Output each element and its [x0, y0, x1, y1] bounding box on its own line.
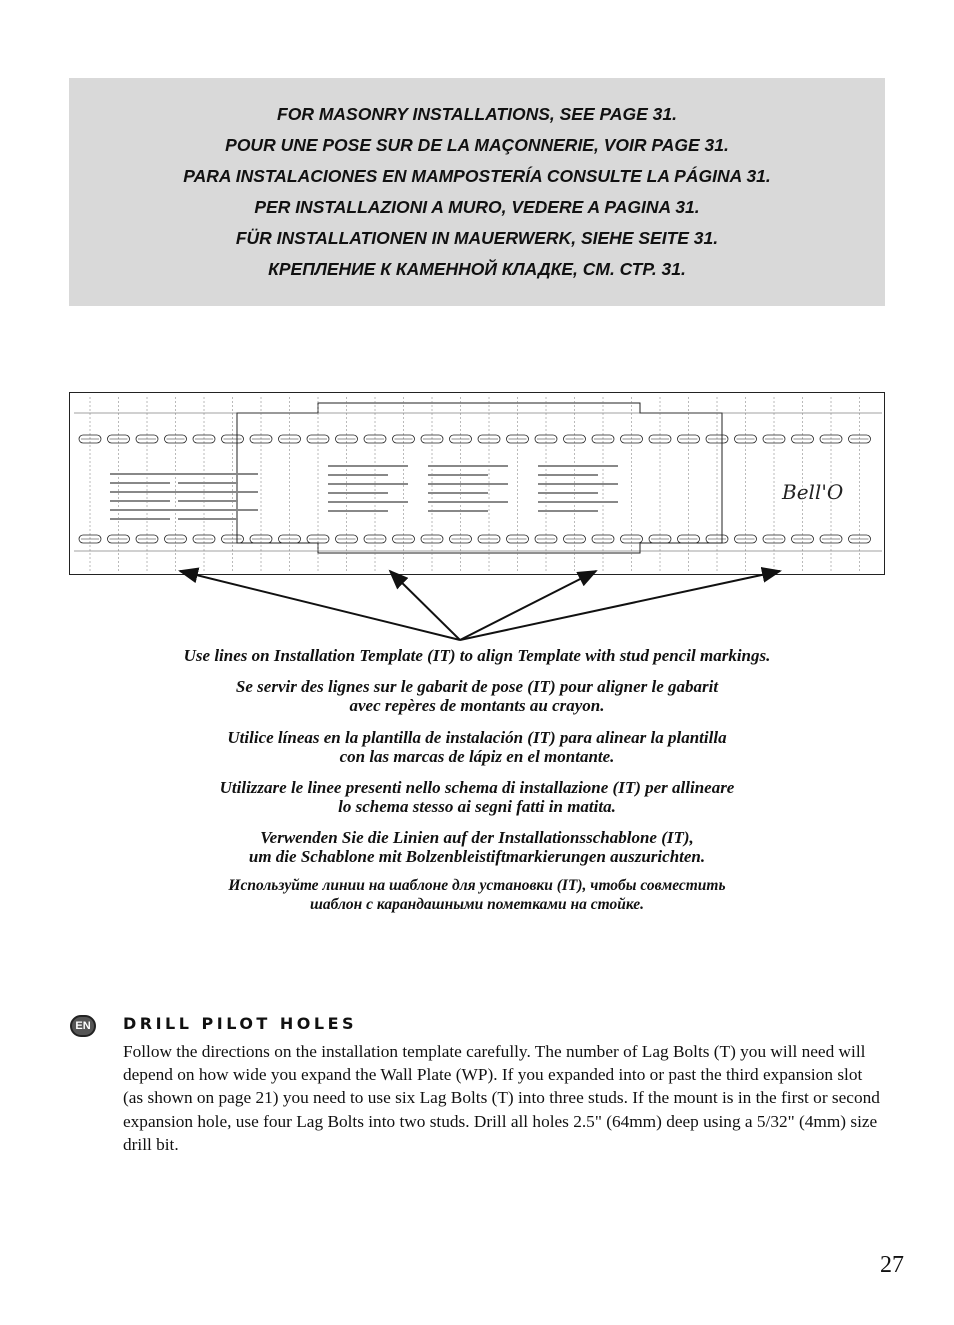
notice-line-de: FÜR INSTALLATIONEN IN MAUERWERK, SIEHE SEITE 31.: [235, 228, 719, 248]
template-text-line: [538, 474, 598, 476]
template-text-line: [178, 491, 258, 493]
template-text-line: [428, 501, 508, 503]
template-text-line: [428, 492, 488, 494]
language-badge: EN: [70, 1015, 96, 1037]
template-text-line: [110, 482, 170, 484]
section-title: DRILL PILOT HOLES: [123, 1014, 358, 1033]
arrow-2: [390, 571, 460, 640]
template-text-line: [538, 492, 598, 494]
template-text-line: [328, 510, 388, 512]
template-text-line: [178, 500, 238, 502]
caption-it-1: Utilizzare le linee presenti nello schema di installazione (IT) per allineare: [219, 778, 735, 797]
template-text-line: [428, 474, 488, 476]
template-text-line: [178, 473, 258, 475]
template-text-line: [428, 483, 508, 485]
caption-es-2: con las marcas de lápiz en el montante.: [339, 747, 615, 766]
template-text-line: [538, 483, 618, 485]
template-text-line: [328, 474, 388, 476]
caption-ru-1: Используйте линии на шаблоне для установки (IT), чтобы совместить: [228, 877, 726, 894]
masonry-notice-box: [69, 78, 885, 306]
template-text-line: [110, 500, 170, 502]
caption-fr-2: avec repères de montants au crayon.: [349, 696, 605, 715]
caption-de-2: um die Schablone mit Bolzenbleistiftmarkierungen auszurichten.: [248, 847, 706, 866]
template-center-panel: [237, 403, 722, 553]
notice-line-ru: КРЕПЛЕНИЕ К КАМЕННОЙ КЛАДКЕ, СМ. СТР. 31.: [268, 259, 686, 279]
notice-line-es: PARA INSTALACIONES EN MAMPOSTERÍA CONSULTE LA PÁGINA 31.: [183, 166, 771, 186]
arrow-1: [180, 571, 460, 640]
template-text-line: [428, 510, 488, 512]
template-text-line: [328, 465, 408, 467]
template-text-line: [328, 483, 408, 485]
caption-de-1: Verwenden Sie die Linien auf der Installationsschablone (IT),: [260, 828, 694, 847]
template-text-line: [538, 501, 618, 503]
notice-line-fr: POUR UNE POSE SUR DE LA MAÇONNERIE, VOIR PAGE 31.: [225, 135, 729, 155]
caption-it-2: lo schema stesso ai segni fatti in matita.: [338, 797, 616, 816]
template-drawing: [70, 393, 886, 576]
page-number: 27: [880, 1252, 904, 1278]
template-signature: Bell'O: [782, 480, 844, 504]
arrow-3: [460, 571, 596, 640]
arrow-4: [460, 571, 780, 640]
template-text-line: [328, 501, 408, 503]
caption-en: Use lines on Installation Template (IT) to align Template with stud pencil markings.: [183, 646, 771, 665]
template-text-line: [538, 510, 598, 512]
notice-line-it: PER INSTALLAZIONI A MURO, VEDERE A PAGINA 31.: [254, 197, 700, 217]
template-text-line: [178, 509, 258, 511]
template-text-line: [110, 518, 170, 520]
notice-line-en: FOR MASONRY INSTALLATIONS, SEE PAGE 31.: [277, 104, 677, 124]
template-text-line: [428, 465, 508, 467]
caption-fr-1: Se servir des lignes sur le gabarit de pose (IT) pour aligner le gabarit: [235, 677, 719, 696]
template-text-line: [178, 518, 238, 520]
caption-es-1: Utilice líneas en la plantilla de instalación (IT) para alinear la plantilla: [227, 728, 727, 747]
template-text-line: [178, 482, 238, 484]
caption-ru-2: шаблон с карандашными пометками на стойке.: [309, 896, 645, 913]
section-body: Follow the directions on the installation template carefully. The number of Lag Bolts (T) you will need will depend on how wide you expand the Wall Plate (WP). If you expanded into or past the third expansion slot (as shown on page 21) you need to use six Lag Bolts (T) into three studs. If the mount is in the first or second expansion hole, use four Lag Bolts into two studs. Drill all holes 2.5" (64mm) deep using a 5/32" (4mm) size drill bit.: [123, 1042, 880, 1154]
template-text-line: [538, 465, 618, 467]
template-text-line: [328, 492, 388, 494]
installation-template-illustration: [69, 392, 885, 575]
